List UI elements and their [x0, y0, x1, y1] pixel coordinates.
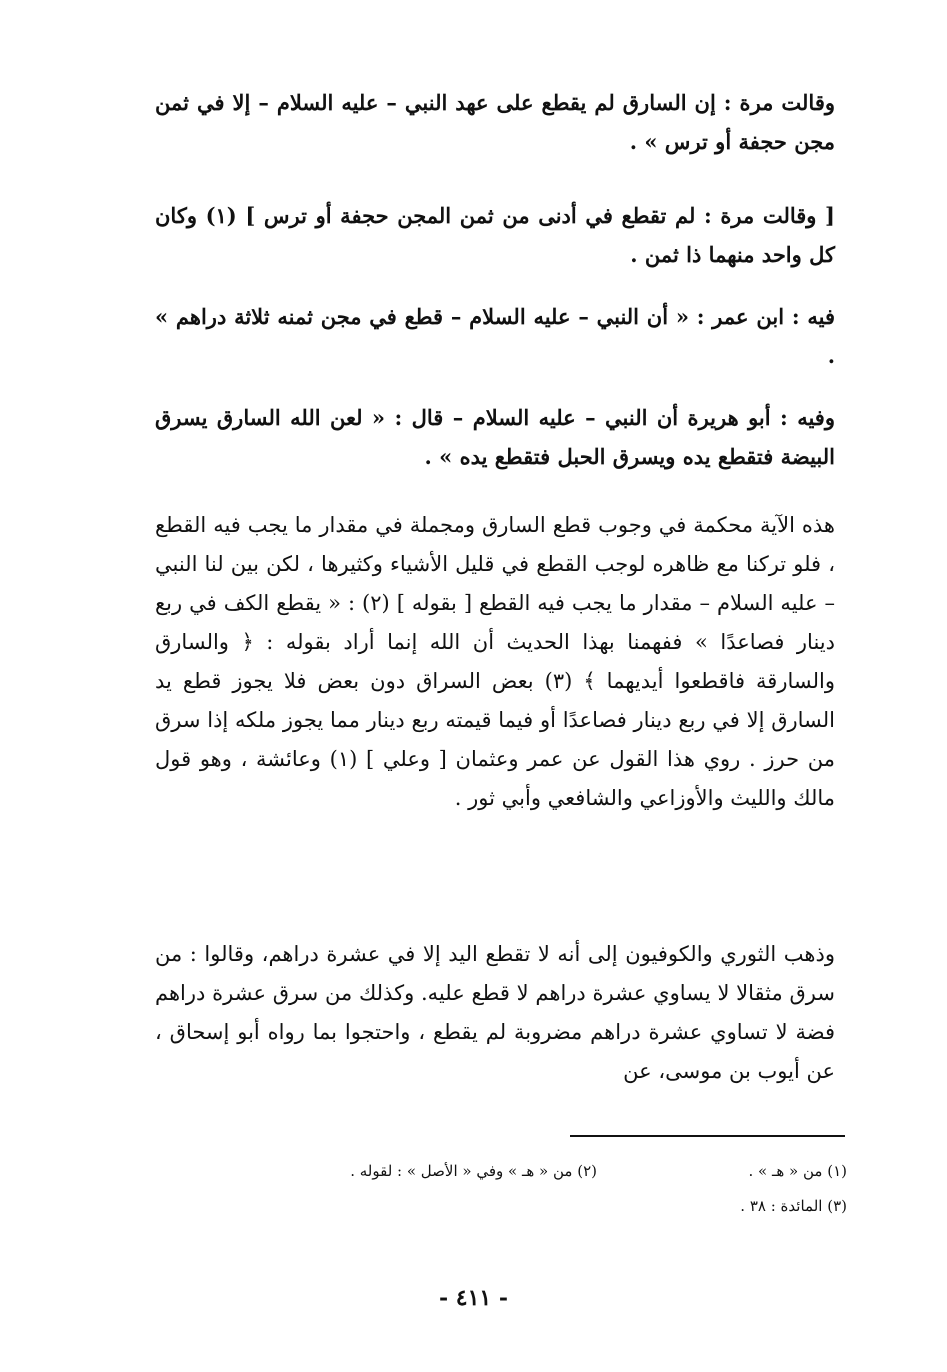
- quote-paragraph-1: وقالت مرة : إن السارق لم يقطع على عهد النبي – عليه السلام – إلا في ثمن مجن حجفة أو ترس » .: [155, 90, 835, 154]
- page-number: - ٤١١ -: [438, 1285, 509, 1311]
- kufi-opinion-paragraph: وذهب الثوري والكوفيون إلى أنه لا تقطع اليد إلا في عشرة دراهم، وقالوا : من سرق مثقالا لا يساوي عشرة دراهم لا قطع عليه. وكذلك من سرق عشرة دراهم فضة لا تساوي عشرة دراهم مضروبة لم يقطع ، واحتجوا بما رواه أبو إسحاق ، عن أيوب بن موسى، عن: [155, 942, 835, 1083]
- hadith-paragraph-ibn-umar: فيه : ابن عمر : « أن النبي – عليه السلام – قطع في مجن ثمنه ثلاثة دراهم » .: [155, 304, 835, 368]
- commentary-paragraph: هذه الآية محكمة في وجوب قطع السارق ومجملة في مقدار ما يجب فيه القطع ، فلو تركنا مع ظاهره لوجب القطع في قليل الأشياء وكثيرها ، لكن بين لنا النبي – عليه السلام – مقدار ما يجب فيه القطع [ بقوله ] (٢) : « يقطع الكف في ربع دينار فصاعدًا » ففهمنا بهذا الحديث أن الله إنما أراد بقوله : ﴿ والسارق والسارقة فاقطعوا أيديهما ﴾ (٣) بعض السراق دون بعض فلا يجوز قطع يد السارق إلا في ربع دينار فصاعدًا أو فيما قيمته ربع دينار مما يجوز ملكه إذا سرق من حرز . روي هذا القول عن عمر وعثمان [ وعلي ] (١) وعائشة ، وهو قول مالك والليث والأوزاعي والشافعي وأبي ثور .: [155, 513, 836, 810]
- footnote-3: (٣) المائدة : ٣٨ .: [740, 1197, 847, 1215]
- footnote-1: (١) من « هـ » .: [748, 1162, 847, 1180]
- quote-paragraph-2: [ وقالت مرة : لم تقطع في أدنى من ثمن المجن حجفة أو ترس ] (١) وكان كل واحد منهما ذا ثمن .: [155, 203, 835, 267]
- footnote-2: (٢) من « هـ » وفي « الأصل » : لقوله .: [350, 1162, 597, 1180]
- footnote-divider: [570, 1135, 845, 1137]
- hadith-paragraph-abu-hurayra: وفيه : أبو هريرة أن النبي – عليه السلام – قال : « لعن الله السارق يسرق البيضة فتقطع يده ويسرق الحبل فتقطع يده » .: [155, 405, 835, 469]
